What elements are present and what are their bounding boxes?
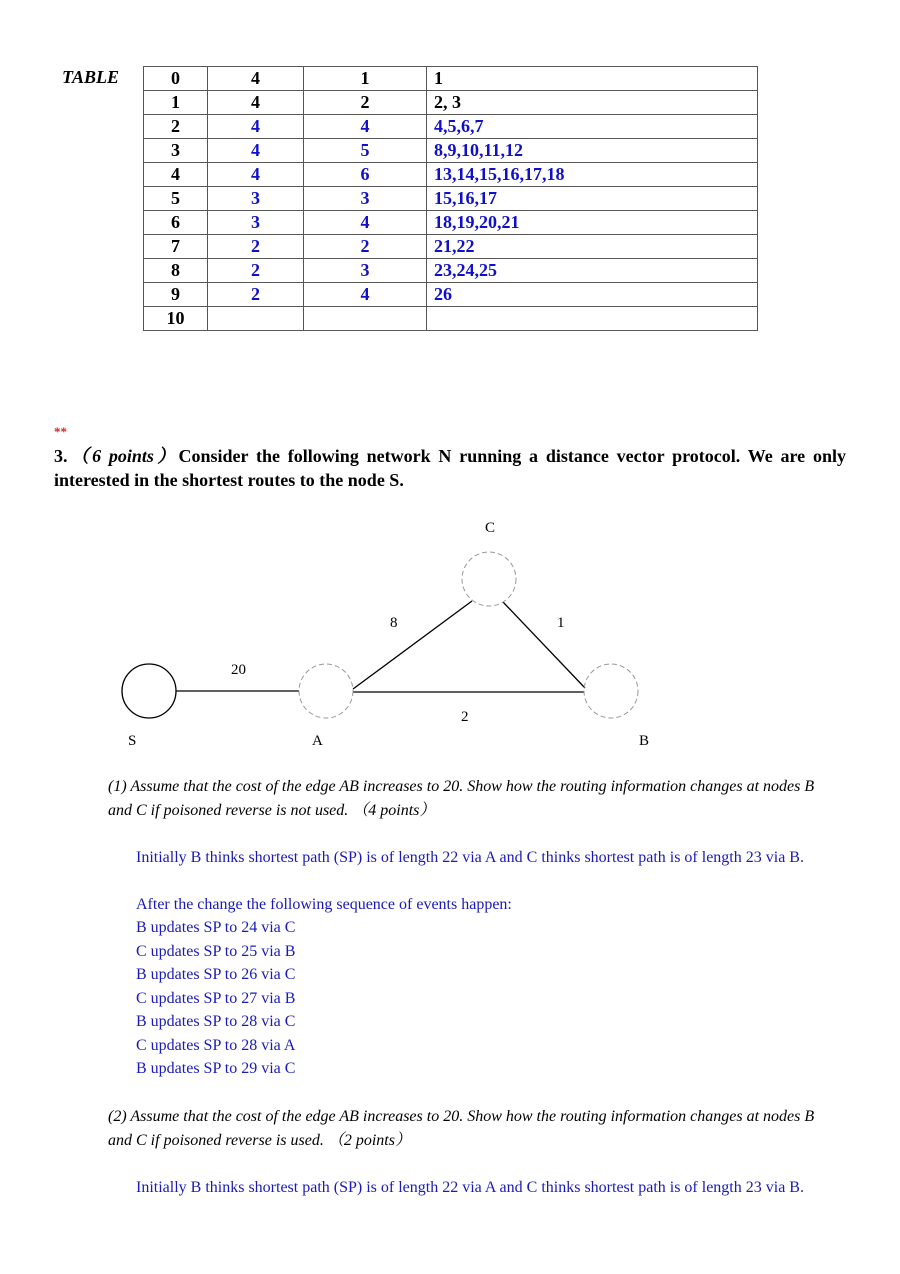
table-cell-col-3: 18,19,20,21 [427, 211, 758, 235]
part-1-sequence-intro: After the change the following sequence of events happen: [136, 896, 512, 913]
table-cell-col-3: 23,24,25 [427, 259, 758, 283]
marker-asterisks: ** [54, 424, 67, 439]
table-cell-col-1: 3 [208, 211, 304, 235]
node-label-a: A [312, 733, 323, 749]
edge-cost-a-b: 2 [461, 709, 469, 725]
table-cell-col-2: 6 [304, 163, 427, 187]
part-2-question-line-1: (2) Assume that the cost of the edge AB increases to 20. Show how the routing information changes at nodes B [108, 1108, 815, 1125]
part-2-initial: Initially B thinks shortest path (SP) is of length 22 via A and C thinks shortest path is of length 23 via B. [136, 1179, 804, 1196]
edge-a-c [353, 601, 472, 689]
sequence-step: C updates SP to 25 via B [136, 942, 296, 960]
part-1-question [108, 775, 853, 823]
table-cell-col-1: 2 [208, 259, 304, 283]
node-label-s: S [128, 733, 137, 749]
node-label-b: B [639, 733, 650, 749]
edge-cost-a-c: 8 [390, 615, 398, 631]
table-cell-col-3: 13,14,15,16,17,18 [427, 163, 758, 187]
table-cell-col-2: 4 [304, 115, 427, 139]
table-cell-col-0: 2 [144, 115, 208, 139]
edge-cost-s-a: 20 [231, 662, 246, 678]
table-cell-col-3: 4,5,6,7 [427, 115, 758, 139]
table-cell-col-0: 5 [144, 187, 208, 211]
table-cell-col-0: 7 [144, 235, 208, 259]
table-cell-col-1: 4 [208, 163, 304, 187]
table-cell-col-0: 1 [144, 91, 208, 115]
table-cell-col-1: 4 [208, 67, 304, 91]
part-1-question-line-1: (1) Assume that the cost of the edge AB increases to 20. Show how the routing information changes at nodes B [108, 778, 815, 795]
table-cell-col-3: 26 [427, 283, 758, 307]
sequence-step: C updates SP to 27 via B [136, 989, 296, 1007]
table-cell-col-3: 21,22 [427, 235, 758, 259]
table-cell-col-0: 8 [144, 259, 208, 283]
sequence-step: B updates SP to 28 via C [136, 1013, 296, 1030]
part-1-initial: Initially B thinks shortest path (SP) is of length 22 via A and C thinks shortest path is of length 23 via B. [136, 849, 804, 866]
question-number: 3. [54, 446, 68, 466]
question-text: Consider the following network N running a distance vector protocol. We are only interested in the shortest routes to the node S. [54, 446, 846, 490]
part-1-sequence-list [136, 916, 295, 1081]
table-cell-col-3: 1 [427, 67, 758, 91]
table-cell-col-3: 15,16,17 [427, 187, 758, 211]
table-cell-col-0: 4 [144, 163, 208, 187]
sequence-step: C updates SP to 28 via A [136, 1036, 296, 1054]
sequence-step: B updates SP to 24 via C [136, 919, 296, 936]
table-cell-col-2: 3 [304, 259, 427, 283]
edge-cost-c-b: 1 [557, 615, 565, 631]
sequence-step: B updates SP to 29 via C [136, 1060, 296, 1077]
node-a [299, 664, 353, 718]
table-label: TABLE [62, 67, 120, 87]
table-cell-col-0: 0 [144, 67, 208, 91]
table-cell-col-2: 2 [304, 91, 427, 115]
table-cell-col-2: 2 [304, 235, 427, 259]
table-cell-col-1: 4 [208, 91, 304, 115]
table-cell-col-1: 3 [208, 187, 304, 211]
node-label-c: C [485, 520, 496, 536]
table-cell-col-2: 1 [304, 67, 427, 91]
question-points: （6 points） [67, 446, 179, 466]
edge-c-b [503, 602, 585, 688]
table-cell-col-2: 4 [304, 283, 427, 307]
table-cell-col-0: 3 [144, 139, 208, 163]
sequence-step: B updates SP to 26 via C [136, 966, 296, 983]
table-cell-col-1: 4 [208, 115, 304, 139]
table-cell-col-3: 2, 3 [427, 91, 758, 115]
table-cell-col-1: 2 [208, 235, 304, 259]
table-cell-col-0: 10 [144, 307, 208, 331]
table-cell-col-2: 3 [304, 187, 427, 211]
part-1-question-line-2: and C if poisoned reverse is not used. （4 points） [108, 802, 436, 819]
node-b [584, 664, 638, 718]
table-cell-col-3: 8,9,10,11,12 [427, 139, 758, 163]
node-s [122, 664, 176, 718]
table-cell-col-0: 9 [144, 283, 208, 307]
table-cell-col-2: 4 [304, 211, 427, 235]
table-cell-col-0: 6 [144, 211, 208, 235]
table-cell-col-1: 2 [208, 283, 304, 307]
node-c [462, 552, 516, 606]
part-2-question [108, 1105, 853, 1153]
part-2-question-line-2: and C if poisoned reverse is used. （2 points） [108, 1132, 411, 1149]
table-cell-col-1: 4 [208, 139, 304, 163]
table-cell-col-2: 5 [304, 139, 427, 163]
